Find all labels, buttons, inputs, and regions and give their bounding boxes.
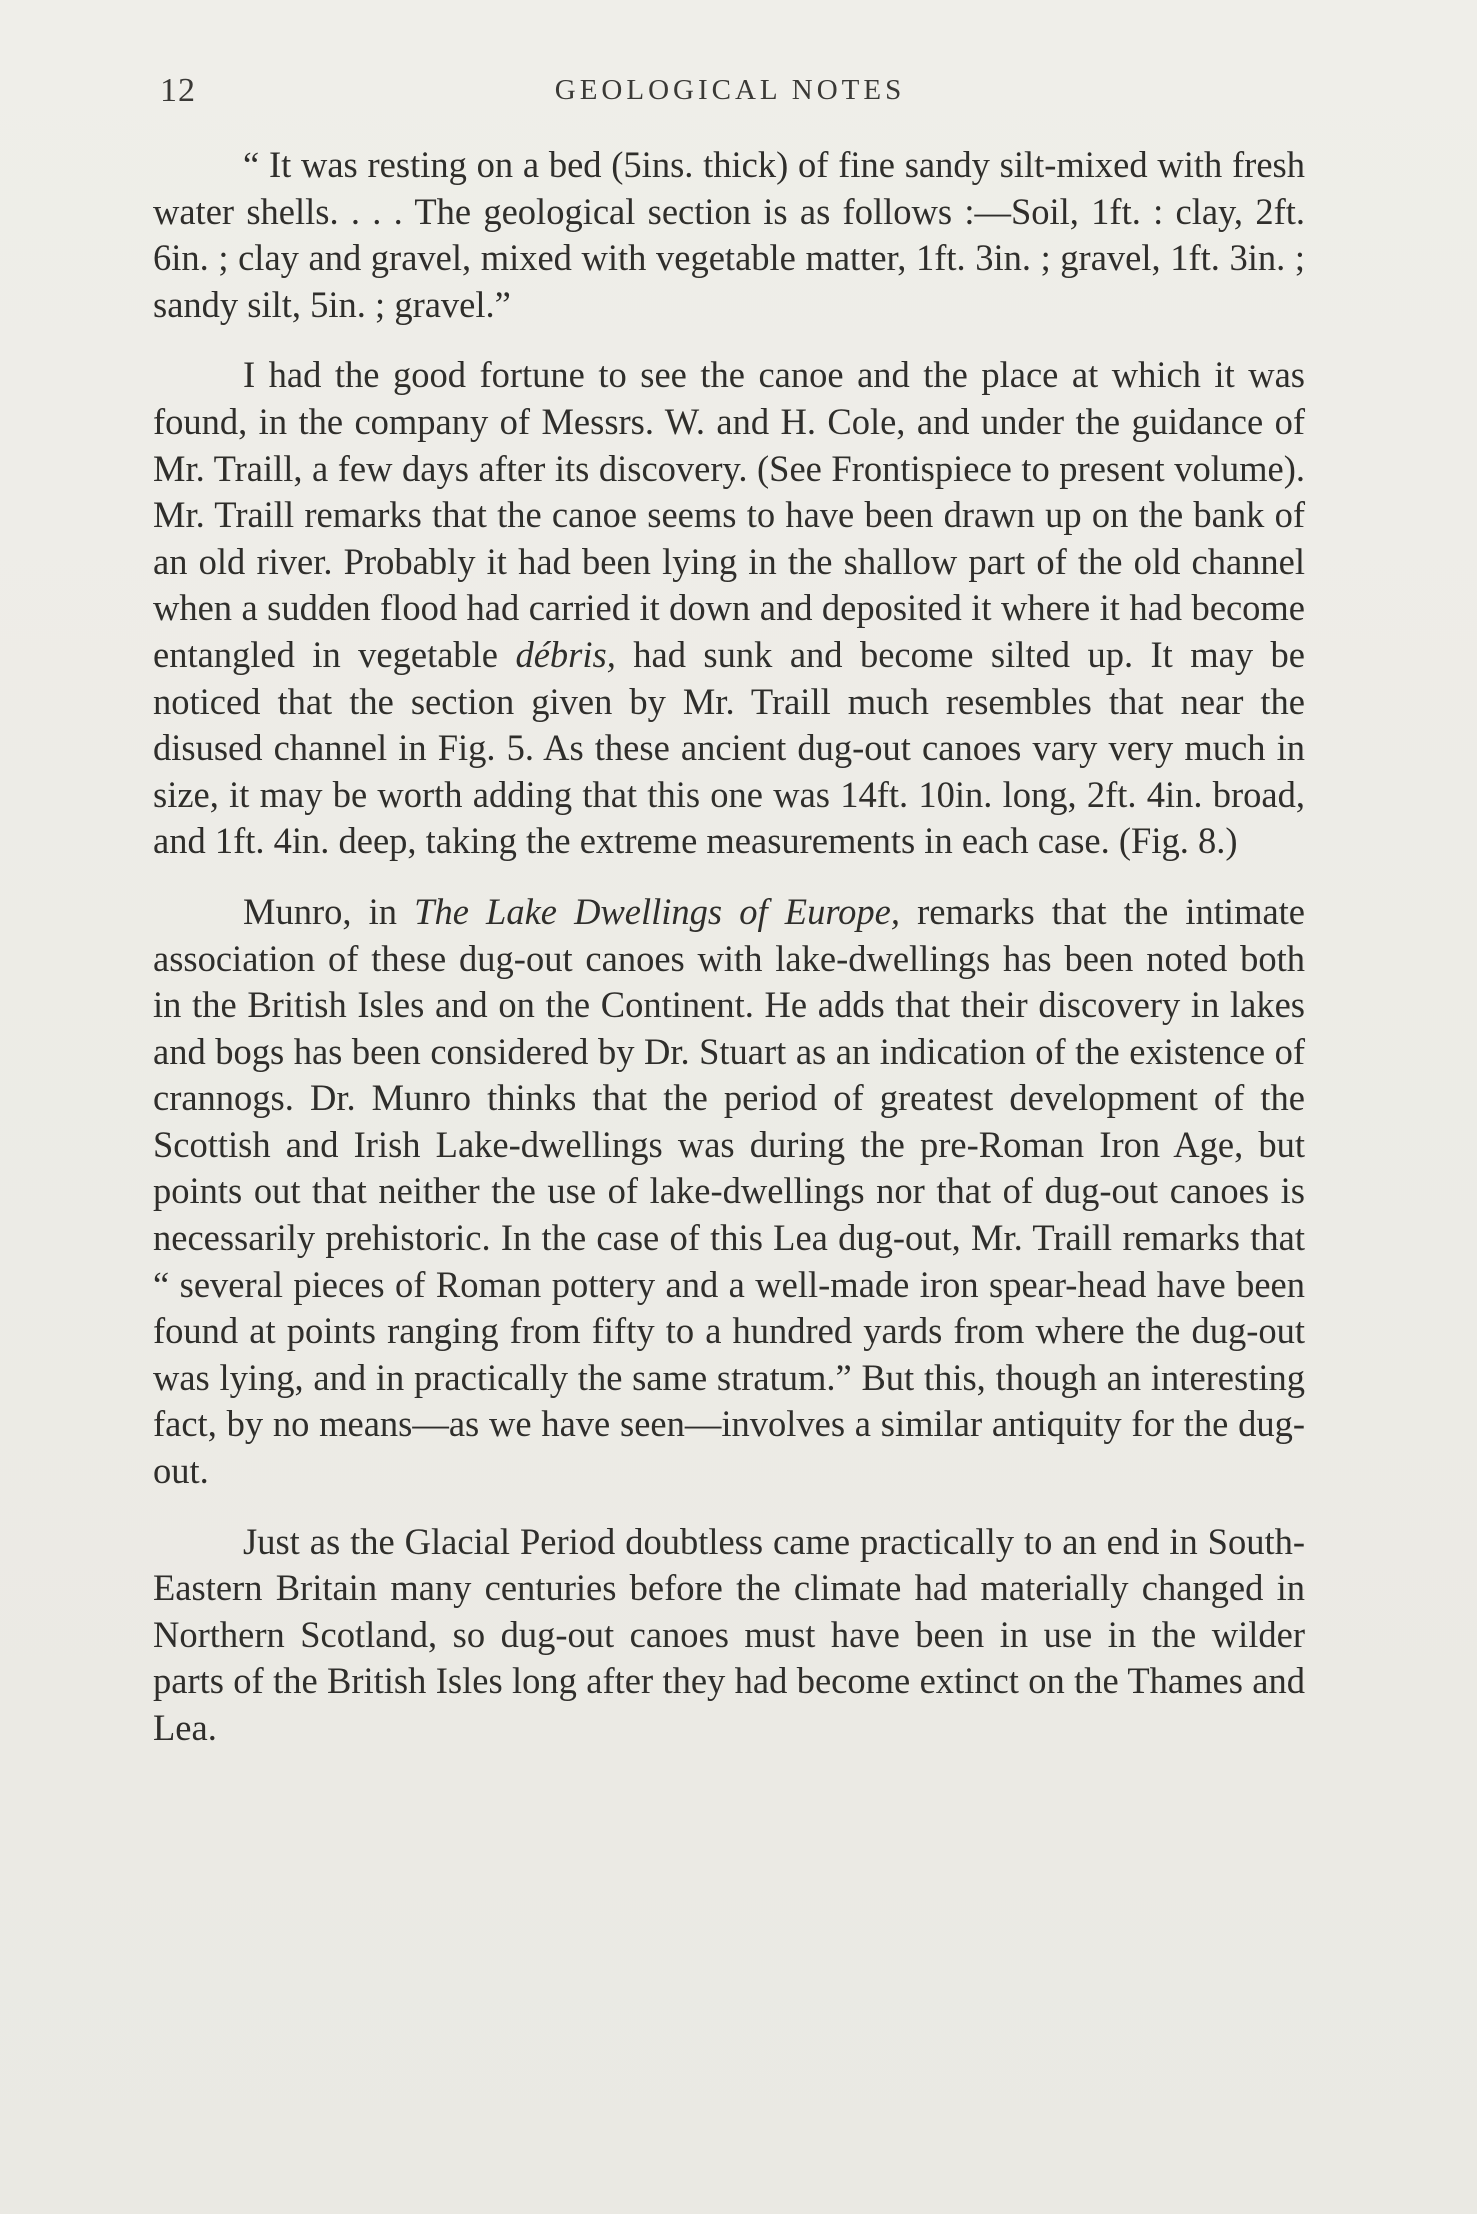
paragraph-quote-continuation: “ It was resting on a bed (5ins. thick) of fine sandy silt-mixed with fresh water shells. . . . The geological section is as follows :—Soil, 1ft. : clay, 2ft. 6in. ; clay and gravel, mixed with vegetable matter, 1ft. 3in. ; gravel, 1ft. 3in. ; sandy silt, 5in. ; gravel.”	[153, 144, 1305, 325]
page-number: 12	[160, 72, 196, 109]
body-text	[153, 142, 1305, 1776]
running-head	[150, 72, 1310, 122]
paragraph-text: I had the good fortune to see the canoe and the place at which it was found, in the company of Messrs. W. and H. Cole, and under the guidance of Mr. Traill, a few days after its discovery. (See Frontispiece to present volume). Mr. Traill remarks that the canoe seems to have been drawn up on the bank of an old river. Probably it had been lying in the shallow part of the old channel when a sudden flood had carried it down and deposited it where it had become entangled in vegetable	[153, 354, 1305, 675]
paragraph-canoe-visit	[153, 352, 1305, 865]
paragraph-glacial-period: Just as the Glacial Period doubtless came practically to an end in South-Eastern Britain many centuries before the climate had materially changed in Northern Scotland, so dug-out canoes must have been in use in the wilder parts of the British Isles long after they had become extinct on the Thames and Lea.	[153, 1520, 1305, 1748]
paragraph-munro	[153, 889, 1305, 1495]
paragraph-text: had sunk and become silted up. It may be noticed that the section given by Mr. Traill much resembles that near the disused channel in Fig. 5. As these ancient dug-out canoes vary very much in size, it may be worth adding that this one was 14ft. 10in. long, 2ft. 4in. broad, and 1ft. 4in. deep, taking the extreme measurements in each case. (Fig. 8.)	[153, 633, 1305, 862]
book-title: The Lake Dwellings of Europe,	[414, 890, 900, 932]
paragraph-text: Munro, in	[243, 890, 415, 932]
paragraph-text: remarks that the intimate association of these dug-out canoes with lake-dwellings has been noted both in the British Isles and on the Continent. He adds that their discovery in lakes and bogs has been considered by Dr. Stuart as an indication of the existence of crannogs. Dr. Munro thinks that the period of greatest development of the Scottish and Irish Lake-dwellings was during the pre-Roman Iron Age, but points out that neither the use of lake-dwellings nor that of dug-out canoes is necessarily prehistoric. In the case of this Lea dug-out, Mr. Traill remarks that “ several pieces of Roman pottery and a well-made iron spear-head have been found at points ranging from fifty to a hundred yards from where the dug-out was lying, and in practically the same stratum.” But this, though an interesting fact, by no means—as we have seen—involves a similar antiquity for the dug-out.	[153, 890, 1305, 1492]
italic-term: débris,	[515, 633, 616, 675]
running-title: GEOLOGICAL NOTES	[554, 74, 906, 106]
